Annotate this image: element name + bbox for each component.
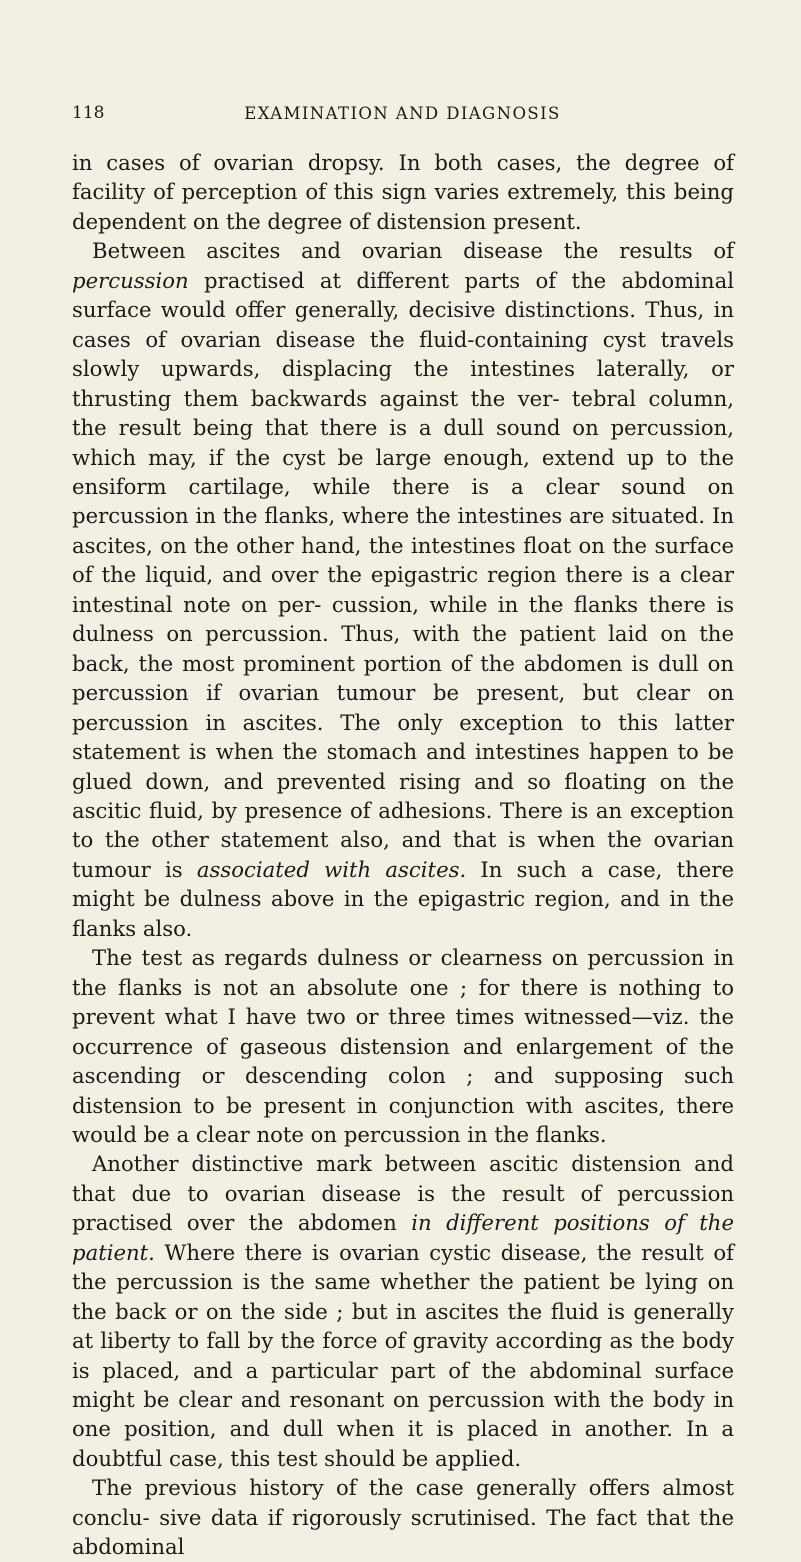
paragraph-1	[72, 148, 734, 236]
paragraph-2-text-c: In such a case, there might be dulness above in the epigastric region, and in the flanks also.	[72, 856, 734, 941]
paragraph-2-text-a: Between ascites and ovarian disease the results of	[92, 238, 734, 264]
paragraph-1-text: in cases of ovarian dropsy. In both cases, the degree of facility of perception of this sign varies extremely, this being dependent on the degree of distension present.	[72, 150, 734, 234]
emphasis-percussion: percussion	[72, 267, 189, 293]
running-head	[72, 103, 733, 125]
paragraph-5-text: The previous history of the case generally offers almost conclu- sive data if rigorously scrutinised. The fact that the abdominal	[72, 1475, 734, 1560]
running-head-title: EXAMINATION AND DIAGNOSIS	[244, 104, 561, 123]
emphasis-different-positions: in different positions of the patient.	[72, 1210, 734, 1265]
paragraph-2-text-b: practised at different parts of the abdominal surface would offer generally, decisive distinctions. Thus, in cases of ovarian disease the fluid-containing cyst travels slowly upwards, displacing the intestines laterally, or thrusting them backwards against the ver- tebral column, the result being that there is a dull sound on percussion, which may, if the cyst be large enough, extend up to the ensiform cartilage, while there is a clear sound on percussion in the flanks, where the intestines are situated. In ascites, on the other hand, the intestines float on the surface of the liquid, and over the epigastric region there is a clear intestinal note on per- cussion, while in the flanks there is dulness on percussion. Thus, with the patient laid on the back, the most prominent portion of the abdomen is dull on percussion if ovarian tumour be present, but clear on percussion in ascites. The only exception to this latter statement is when the stomach and intestines happen to be glued down, and prevented rising and so floating on the ascitic fluid, by presence of adhesions. There is an exception to the other statement also, and that is when the ovarian tumour is	[72, 267, 734, 882]
emphasis-associated-with-ascites: associated with ascites.	[196, 856, 467, 882]
page-number: 118	[72, 103, 105, 123]
paragraph-5	[72, 1473, 734, 1561]
paragraph-2	[72, 236, 734, 943]
paragraph-3	[72, 943, 734, 1149]
paragraph-4-text-a: Another distinctive mark between ascitic distension and that due to ovarian disease is the result of percussion practised over the abdomen	[72, 1151, 734, 1236]
paragraph-4-text-b: Where there is ovarian cystic disease, the result of the percussion is the same whether the patient be lying on the back or on the side ; but in ascites the fluid is generally at liberty to fall by the force of gravity according as the body is placed, and a particular part of the abdominal surface might be clear and resonant on percussion with the body in one position, and dull when it is placed in another. In a doubtful case, this test should be applied.	[72, 1239, 734, 1471]
paragraph-3-text: The test as regards dulness or clearness on percussion in the flanks is not an absolute one ; for there is nothing to prevent what I have two or three times witnessed—viz. the occurrence of gaseous distension and enlargement of the ascending or descending colon ; and supposing such distension to be present in conjunction with ascites, there would be a clear note on percussion in the flanks.	[72, 945, 734, 1147]
paragraph-4	[72, 1149, 734, 1473]
body-text	[72, 148, 734, 1562]
